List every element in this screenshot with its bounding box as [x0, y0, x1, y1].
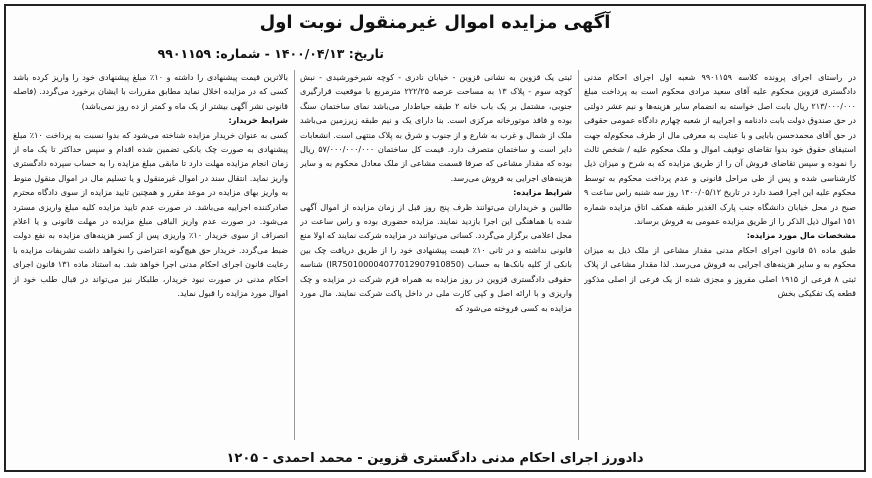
column-right: [584, 70, 856, 438]
auction-notice: [4, 4, 866, 472]
column-divider: [578, 70, 579, 440]
auction-terms-heading: شرایط مزایده:: [513, 187, 572, 198]
auction-terms-paragraph: طالبین و خریداران می‌توانند ظرف پنج روز قبل از زمان مزایده از اموال آگهی شده با هماهنگی این اجرا بازدید نمایند. مزایده حضوری بوده و راس ساعت در محل اعلامی برگزار می‌گردد. کسانی می‌توانند در مزایده شرکت نمایند که اولا منع قانونی نداشته و در ثانی ۱۰٪ قیمت پیشنهادی خود را از طریق دریافت چک بین بانکی از کلیه بانک‌ها به حساب (IR750100004077012907910850) شناسه حقوقی دادگستری قزوین در روز مزایده به همراه فرم شرکت در مزایده و چک واریزی و با ارائه اصل و کپی کارت ملی در داخل پاکت شرکت نمایند. مال مورد مزایده به کسی فروخته می‌شود که: [300, 201, 572, 313]
property-details-paragraph: ثبتی یک قزوین به نشانی قزوین - خیابان نادری - کوچه شیرخورشیدی - نبش کوچه سوم - پلاک ۱۳ به مساحت عرصه ۲۲۲/۲۵ مترمربع با موقعیت قرارگیری جنوبی، مشتمل بر یک باب خانه ۲ طبقه حیاط‌دار می‌باشد نمای ساختمان سنگ بوده و فاقد موتورخانه مرکزی است. بنا دارای یک و نیم طبقه زیرزمین می‌باشد ملک از شمال و غرب به شارع و از جنوب و شرق به پلاک منتهی است. انشعابات دایر است و ساختمان متصرف دارد. قیمت کل ساختمان ۵۷/۰۰۰/۰۰۰/۰۰۰ ریال بوده که مقدار مشاعی که صرفا قسمت مشاعی از ملک معادل محکوم به و سایر هزینه‌های اجرایی به فروش می‌رسد.: [300, 72, 572, 183]
buyer-terms-heading: شرایط خریدار:: [228, 115, 288, 126]
column-middle: [300, 70, 572, 438]
property-specs-paragraph: طبق ماده ۵۱ قانون اجرای احکام مدنی مقدار مشاعی از ملک ذیل به میزان محکوم به و سایر هزینه‌های اجرایی به فروش می‌رسد. لذا مقدار مشاعی از پلاک ثبتی ۸ فرعی از ۱۹۱۵ اصلی مفروز و مجزی شده از یک فرعی از اصلی مذکور قطعه یک تفکیکی بخش: [584, 244, 856, 299]
property-specs-heading: مشخصات مال مورد مزایده:: [746, 230, 856, 241]
buyer-terms-paragraph: کسی به عنوان خریدار مزایده شناخته می‌شود که بدوا نسبت به پرداخت ۱۰٪ مبلغ پیشنهادی به صورت چک بانکی تضمین شده اقدام و سپس حداکثر تا یک ماه از زمان انجام مزایده مهلت دارد تا مابقی مبلغ مزایده را به حساب سپرده دادگستری واریز نماید. انتقال سند در اموال غیرمنقول و یا تسلیم مال در اموال منقول منوط به واریز بهای مزایده در موعد مقرر و همچنین تایید مزایده از سوی دادگاه محترم صادرکننده اجراییه می‌باشد. در صورت عدم تایید مزایده کلیه مبلغ واریزی مسترد می‌شود. در صورت عدم واریز الباقی مبلغ مزایده در مهلت قانونی و یا اعلام انصراف از سوی خریدار ۱۰٪ واریزی پس از کسر هزینه‌های مزایده به نفع دولت ضبط می‌گردد. خریدار حق هیچ‌گونه اعتراضی را نخواهد داشت تشریفات مزایده با رعایت قانون اجرای احکام مدنی اجرا خواهد شد. به استناد ماده ۱۳۱ قانون اجرای احکام مدنی در صورت نبود خریدار، طلبکار نیز می‌تواند در قبال طلب خود از اموال مورد مزایده را قبول نماید.: [13, 129, 288, 299]
column-divider: [294, 70, 295, 440]
date-and-number: تاریخ: ۱۴۰۰/۰۴/۱۳ - شماره: ۹۹۰۱۱۵۹: [157, 46, 384, 61]
column-left: [13, 70, 288, 438]
signature-line: دادورز اجرای احکام مدنی دادگستری قزوین - محمد احمدی - ۱۲۰۵: [226, 451, 644, 466]
intro-paragraph: در راستای اجرای پرونده کلاسه ۹۹۰۱۱۵۹ شعبه اول اجرای احکام مدنی دادگستری قزوین محکوم علیه آقای سعید مرادی محکوم است به پرداخت مبلغ ۲۱۳/۰۰۰/۰۰۰ ریال بابت اصل خواسته به انضمام سایر هزینه‌ها و نیم عشر دولتی در حق صندوق دولت بابت دادنامه و اجراییه از شعبه چهارم دادگاه عمومی حقوقی در حق آقای محمدحسن بابایی و با عنایت به معرفی مال از طرف محکوم‌له جهت استیفای حقوق خود بدوا تقاضای توقیف اموال و ملک محکوم علیه / شخص ثالث را نموده و سپس تقاضای فروش آن را از طریق مزایده که به شرح و میزان ذیل کارشناسی شده و پس از طی مراحل قانونی و عدم پرداخت محکوم به توسط محکوم علیه این اجرا قصد دارد در تاریخ ۱۴۰۰/۰۵/۱۲ روز سه شنبه راس ساعت ۹ صبح در محل خیابان دانشگاه جنب پارک الغدیر طبقه همکف اتاق مزایده شماره ۱۵۱ اموال ذیل الذکر را از طریق مزایده عمومی به فروش برساند.: [584, 72, 856, 227]
notice-title: آگهی مزایده اموال غیرمنقول نوبت اول: [259, 12, 611, 33]
bidder-paragraph: بالاترین قیمت پیشنهادی را داشته و ۱۰٪ مبلغ پیشنهادی خود را واریز کرده باشد کسی که در مزایده اخلال نماید مطابق مقررات با ایشان برخورد می‌گردد. (فاصله قانونی نشر آگهی بیشتر از یک ماه و کمتر از ده روز نمی‌باشد): [13, 72, 288, 111]
